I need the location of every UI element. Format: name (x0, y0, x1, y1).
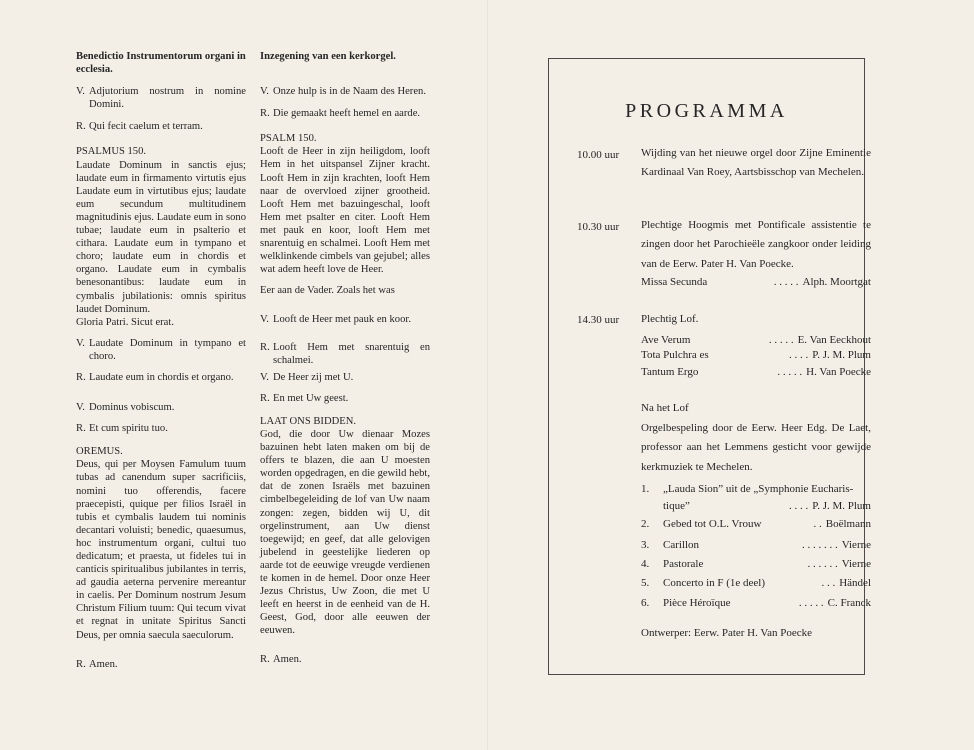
organ-item-1-cont: tique” . . . . P. J. M. Plum (663, 500, 871, 512)
dutch-psalm-text: Looft de Heer in zijn heiligdom, looft Hem in het uitspansel Zijner kracht. Looft Hem in zijn krachten, looft Hem naar de overvloed zijner grootheid. Looft Hem met bazuingeschal, looft Hem met psalter en citer. Looft Hem met pauk en koor, looft Hem met snarentuig en schalmei. Looft Hem met welklinkende cimbels van gejubel; alles wat adem heeft love de Heer. (260, 146, 430, 276)
dutch-response-3: R. En met Uw geest. (260, 392, 349, 404)
page-fold (487, 0, 489, 750)
dutch-versicle-2: V. Looft de Heer met pauk en koor. (260, 314, 411, 326)
organ-item: 2. Gebed tot O.L. Vrouw . . Boëlmann (641, 518, 871, 530)
missa-work: Missa Secunda (641, 276, 708, 288)
organ-item-1: 1. „Lauda Sion” uit de „Symphonie Eucharis- (641, 483, 854, 495)
dutch-response-1: R. Die gemaakt heeft hemel en aarde. (260, 108, 421, 120)
latin-versicle-2: V. Laudate Dominum in tympano et choro. (76, 337, 246, 362)
time-1030: 10.30 uur (577, 221, 620, 233)
missa-composer: Alph. Moortgat (802, 276, 871, 288)
latin-response-3: R. Et cum spiritu tuo. (76, 423, 168, 435)
programma-title: PROGRAMMA (625, 100, 788, 122)
time-1430: 14.30 uur (577, 314, 620, 326)
lof-item: Ave Verum . . . . . E. Van Eeckhout (641, 334, 871, 346)
lof-item: Tantum Ergo . . . . . H. Van Poecke (641, 366, 871, 378)
orgelbespeling-text: Orgelbespeling door de Eerw. Heer Edg. De Laet, professor aan het Lemmens gesticht voor gewijde kerkmuziek te Mechelen. (641, 422, 871, 473)
latin-versicle-1: V. Adjutorium nostrum in nomine Domini. (76, 86, 246, 111)
event-wijding: Wijding van het nieuwe orgel door Zijne Eminentie Kardinaal Van Roey, Aartsbisschop van Mechelen. (641, 147, 871, 179)
dutch-oremus-text: God, die door Uw dienaar Mozes bazuinen hebt laten maken om bij de offers te blazen, die aan U moesten worden opgedragen, en die gewild hebt, dat de zonen Israëls met bazuinen cimbelbegeleiding de lof van Uw naam zongen: zegen, bidden wij U, dit orgelinstrument, aan Uw dienst toegewijd; en geef, dat alle gelovigen jubelend in geestelijke liederen op aarde tot de eeuwige vreugde verdienen te komen in de hemel. Door onze Heer Jezus Christus, Uw Zoon, die met U leeft en heerst in de eenheid van de H. Geest, God, door alle eeuwen der eeuwen. (260, 428, 430, 637)
dutch-heading: Inzegening van een kerkorgel. (260, 51, 396, 62)
missa-row: Missa Secunda . . . . . Alph. Moortgat (641, 276, 871, 288)
dutch-amen: R. Amen. (260, 654, 302, 666)
time-1000: 10.00 uur (577, 149, 620, 161)
latin-gloria: Gloria Patri. Sicut erat. (76, 316, 174, 328)
dutch-column (260, 50, 430, 667)
lof-title: Plechtig Lof. (641, 313, 699, 325)
dutch-versicle-3: V. De Heer zij met U. (260, 371, 354, 383)
latin-response-1: R. Qui fecit caelum et terram. (76, 121, 203, 133)
latin-oremus-text: Deus, qui per Moysen Famulum tuum tubas ad canendum super sacrificiis, nomini tuo offerendis, facere praecepisti, quique per filios Israël in tubis et cymbalis laudem tui nominis decantari voluisti; benedic, quaesumus, hoc instrumentum organi, cultui tuo dedicatum; et praesta, ut fideles tui in canticis spiritualibus jubilantes in terris, ad gaudia aeterna pervenire mereantur in caelis. Per Dominum nostrum Jesum Christum Filium tuum: Qui tecum vivat et regnat in unitate Spiritus Sancti Deus, per omnia saecula saeculorum. (76, 459, 246, 641)
organ-item: 4. Pastorale . . . . . . Vierne (641, 558, 871, 570)
ontwerper: Ontwerper: Eerw. Pater H. Van Poecke (641, 627, 813, 639)
latin-amen: R. Amen. (76, 658, 118, 670)
dutch-versicle-1: V. Onze hulp is in de Naam des Heren. (260, 86, 426, 98)
latin-psalm-text: Laudate Dominum in sanctis ejus; laudate eum in firmamento virtutis ejus Laudate eum in virtutibus ejus; laudate eum secundum multitudinem magnitudinis ejus. Laudate eum in sono tubae; laudate eum in psalterio et cithara. Laudate eum in tympano et choro; laudate eum in chordis et organo. Laudate eum in cymbalis benesonantibus: laudate eum in cymbalis jubilationis: omnis spiritus laudet Dominum. (76, 159, 246, 315)
dutch-response-2: R. Looft Hem met snarentuig en schalmei. (260, 341, 430, 366)
latin-heading: Benedictio Instrumentorum organi in ecclesia. (76, 51, 246, 76)
dutch-oremus-title: LAAT ONS BIDDEN. (260, 415, 357, 427)
latin-column (76, 50, 246, 671)
dutch-gloria: Eer aan de Vader. Zoals het was (260, 285, 395, 297)
organ-item: 5. Concerto in F (1e deel) . . . Händel (641, 577, 871, 589)
dutch-psalm-title: PSALM 150. (260, 133, 317, 145)
na-het-lof: Na het Lof (641, 402, 689, 414)
organ-item: 6. Pièce Héroïque . . . . . C. Franck (641, 597, 871, 609)
lof-item: Tota Pulchra es . . . . P. J. M. Plum (641, 349, 871, 361)
latin-oremus-title: OREMUS. (76, 446, 123, 458)
latin-versicle-3: V. Dominus vobiscum. (76, 402, 175, 414)
latin-psalm-title: PSALMUS 150. (76, 146, 147, 158)
organ-item: 3. Carillon . . . . . . . Vierne (641, 539, 871, 551)
event-hoogmis: Plechtige Hoogmis met Pontificale assistentie te zingen door het Parochieële zangkoor onder leiding van de Eerw. Pater H. Van Poecke. (641, 219, 871, 270)
latin-response-2: R. Laudate eum in chordis et organo. (76, 371, 234, 383)
